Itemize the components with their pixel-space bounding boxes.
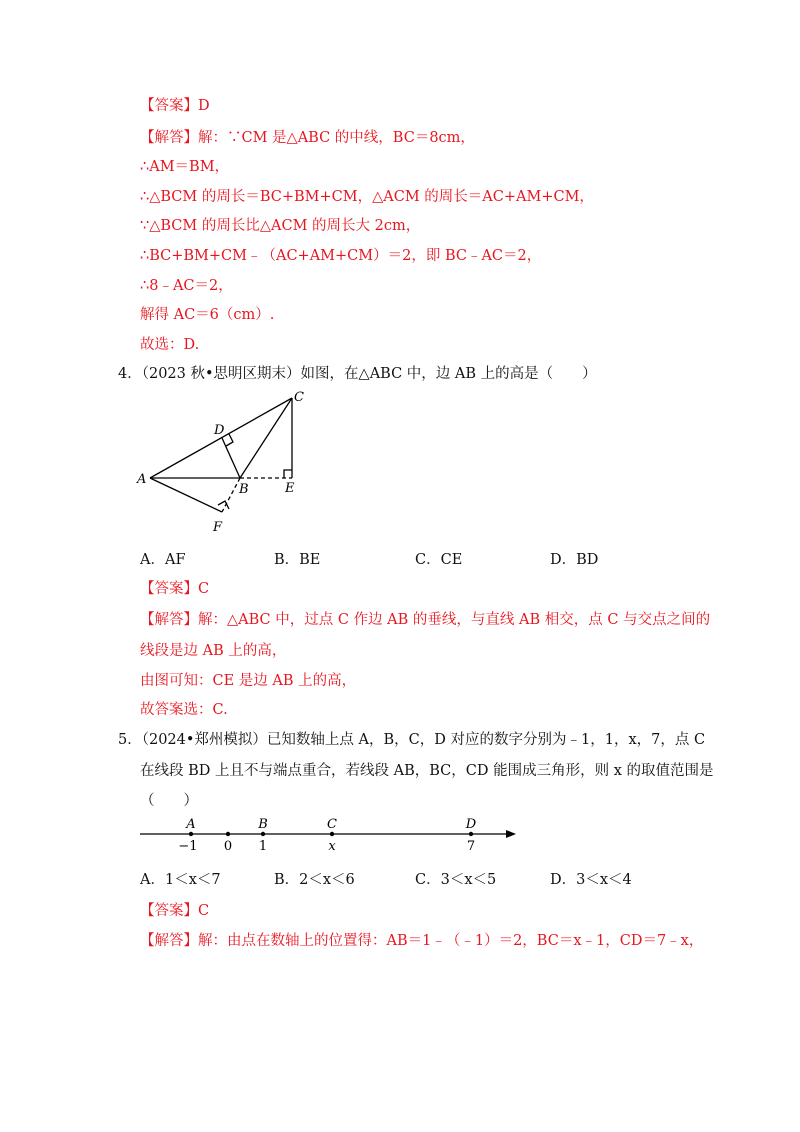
arrow-right-icon: [506, 830, 516, 838]
label-b: B: [239, 482, 249, 497]
q4-triangle-figure: [130, 385, 320, 537]
point-a-dot: [189, 832, 193, 836]
point-d-dot: [469, 832, 473, 836]
q3-solution-line: ∵△BCM 的周长比△ACM 的周长大 2cm，: [140, 218, 421, 234]
segment-bd: [222, 438, 240, 478]
q4-solution-line: 【解答】解：△ABC 中，过点 C 作边 AB 的垂线，与直线 AB 相交，点 C 与交点之间的: [140, 612, 711, 628]
point-a-label: A: [186, 817, 196, 832]
label-d: D: [214, 423, 225, 438]
q5-stem: 在线段 BD 上且不与端点重合，若线段 AB，BC，CD 能围成三角形，则 x 的取值范围是: [140, 763, 714, 779]
point-b-dot: [261, 832, 265, 836]
point-d-label: D: [465, 817, 477, 832]
q4-solution-line: 由图可知：CE 是边 AB 上的高，: [140, 673, 357, 689]
point-b-label: B: [258, 817, 268, 832]
q5-stem: 5．（2024•郑州模拟）已知数轴上点 A，B，C，D 对应的数字分别为﹣1，1，x，7，点 C: [118, 732, 706, 748]
q3-solution-line: 故选：D.: [140, 337, 200, 353]
q3-solution-line: 解得 AC＝6（cm）.: [140, 307, 275, 323]
segment-af: [150, 478, 222, 512]
label-f: F: [213, 520, 223, 535]
q4-option-b[interactable]: B．BE: [274, 552, 321, 568]
q5-solution-line: 【解答】解：由点在数轴上的位置得：AB＝1﹣（﹣1）＝2，BC＝x﹣1，CD＝7﹣x，: [140, 933, 704, 949]
side-ac: [150, 398, 292, 478]
value-label: −1: [178, 839, 198, 854]
point-c-dot: [330, 832, 334, 836]
q3-solution-line: ∴△BCM 的周长＝BC+BM+CM，△ACM 的周长＝AC+AM+CM，: [140, 189, 594, 205]
q3-solution-line: ∴BC+BM+CM﹣（AC+AM+CM）＝2，即 BC﹣AC＝2，: [140, 248, 542, 264]
q5-option-d[interactable]: D．3＜x＜4: [550, 872, 632, 888]
right-angle-d-icon: [226, 434, 233, 446]
q5-answer: 【答案】C: [140, 903, 210, 919]
value-label: x: [328, 839, 336, 854]
q3-solution-line: ∴8﹣AC＝2，: [140, 278, 233, 294]
point-origin-dot: [226, 832, 230, 836]
label-a: A: [137, 472, 147, 487]
label-c: C: [294, 390, 304, 405]
q5-option-a[interactable]: A．1＜x＜7: [140, 872, 221, 888]
side-bc: [240, 398, 292, 478]
q4-option-d[interactable]: D．BD: [550, 552, 599, 568]
value-label: 0: [223, 839, 233, 854]
point-c-label: C: [327, 817, 337, 832]
q4-option-c[interactable]: C．CE: [415, 552, 463, 568]
q4-stem: 4．（2023 秋•思明区期末）如图，在△ABC 中，边 AB 上的高是（ ）: [118, 366, 597, 382]
q5-option-c[interactable]: C．3＜x＜5: [415, 872, 497, 888]
label-e: E: [285, 481, 295, 496]
q3-answer: 【答案】D: [140, 98, 210, 114]
q4-solution-line: 故答案选：C.: [140, 702, 228, 718]
value-label: 1: [258, 839, 268, 854]
q5-option-b[interactable]: B．2＜x＜6: [274, 872, 355, 888]
right-angle-e-icon: [284, 470, 292, 478]
q3-solution-line: ∴AM＝BM，: [140, 159, 230, 175]
right-angle-f-icon: [218, 501, 229, 509]
q3-solution-line: 【解答】解：∵CM 是△ABC 的中线，BC＝8cm，: [140, 130, 475, 146]
q4-solution-line: 线段是边 AB 上的高，: [140, 643, 287, 659]
value-label: 7: [466, 839, 476, 854]
q4-option-a[interactable]: A．AF: [140, 552, 186, 568]
q5-stem: （ ）: [140, 793, 198, 809]
q4-answer: 【答案】C: [140, 581, 210, 597]
extension-bf: [222, 478, 240, 512]
q5-number-line: [136, 812, 526, 856]
